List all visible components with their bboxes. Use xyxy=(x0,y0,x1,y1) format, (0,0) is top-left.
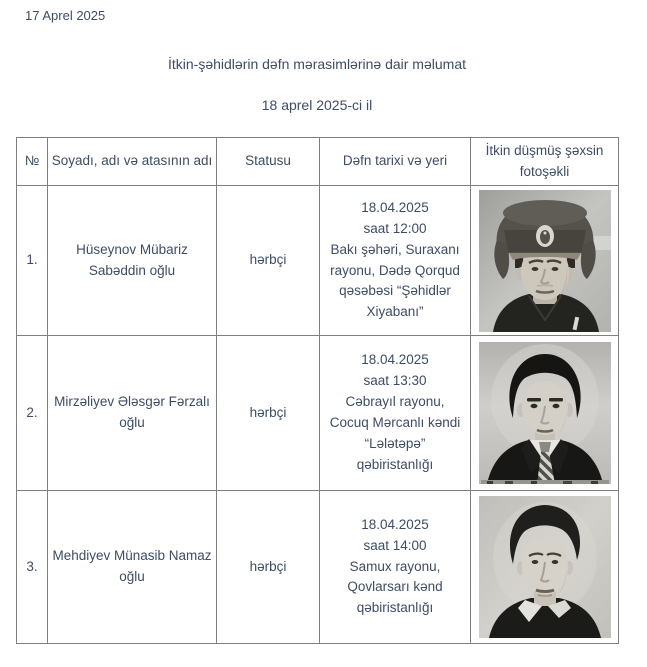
status-cell: hərbçi xyxy=(217,336,320,491)
martyr-photo-dark-jacket-icon xyxy=(479,496,611,638)
burial-line: Qovlarsarı kənd xyxy=(347,579,443,595)
row-number-cell: 2. xyxy=(17,336,48,491)
status-cell: hərbçi xyxy=(217,186,320,336)
table-row xyxy=(17,186,619,336)
name-cell: Hüseynov Mübariz Sabəddin oğlu xyxy=(48,186,217,336)
burial-line: Cocuq Mərcanlı kəndi xyxy=(329,415,461,430)
burial-line: qəbiristanlığı xyxy=(356,600,434,616)
table-row xyxy=(17,491,619,644)
burial-line: saat 13:30 xyxy=(363,373,427,389)
col-header-status: Statusu xyxy=(217,138,320,186)
col-header-name: Soyadı, adı və atasının adı xyxy=(48,138,217,186)
burial-cell xyxy=(320,336,471,491)
col-header-photo: İtkin düşmüş şəxsin fotoşəkli xyxy=(471,138,619,186)
burial-line: Bakı şəhəri, Suraxanı xyxy=(330,241,460,257)
document-subtitle: 18 aprel 2025-ci il xyxy=(261,97,373,113)
col-header-no: № xyxy=(17,138,48,186)
document-date: 17 Aprel 2025 xyxy=(25,8,106,23)
photo-cell xyxy=(471,186,619,336)
photo-cell xyxy=(471,491,619,644)
photo-cell xyxy=(471,336,619,491)
burial-line: Samux rayonu, xyxy=(349,558,441,574)
burial-line: 18.04.2025 xyxy=(361,516,429,532)
burial-info-table xyxy=(16,137,619,644)
martyr-photo-suit-tie-icon xyxy=(479,342,611,484)
col-header-burial: Dəfn tarixi və yeri xyxy=(320,138,471,186)
burial-line: 18.04.2025 xyxy=(361,352,429,368)
row-number-cell: 3. xyxy=(17,491,48,644)
burial-line: qəbiristanlığı xyxy=(356,456,434,472)
burial-line: “Lələtəpə” xyxy=(364,435,426,451)
burial-cell xyxy=(320,491,471,644)
burial-line: rayonu, Dədə Qorqud xyxy=(330,262,460,278)
martyr-photo-soldier-fur-hat-icon xyxy=(479,190,611,332)
burial-cell xyxy=(320,186,471,336)
status-cell: hərbçi xyxy=(217,491,320,644)
name-cell: Mirzəliyev Ələsgər Fərzalı oğlu xyxy=(48,336,217,491)
burial-line: 18.04.2025 xyxy=(361,199,429,215)
header-row xyxy=(17,138,619,186)
row-number-cell: 1. xyxy=(17,186,48,336)
burial-line: saat 14:00 xyxy=(363,537,427,553)
burial-line: saat 12:00 xyxy=(363,220,427,236)
burial-line: qəsəbəsi “Şəhidlər xyxy=(339,283,451,299)
name-cell: Mehdiyev Münasib Namaz oğlu xyxy=(48,491,217,644)
burial-line: Xiyabanı” xyxy=(366,304,424,320)
table-row xyxy=(17,336,619,491)
burial-line: Cəbrayıl rayonu, xyxy=(345,394,445,410)
document-title: İtkin-şəhidlərin dəfn mərasimlərinə dair məlumat xyxy=(167,56,466,72)
